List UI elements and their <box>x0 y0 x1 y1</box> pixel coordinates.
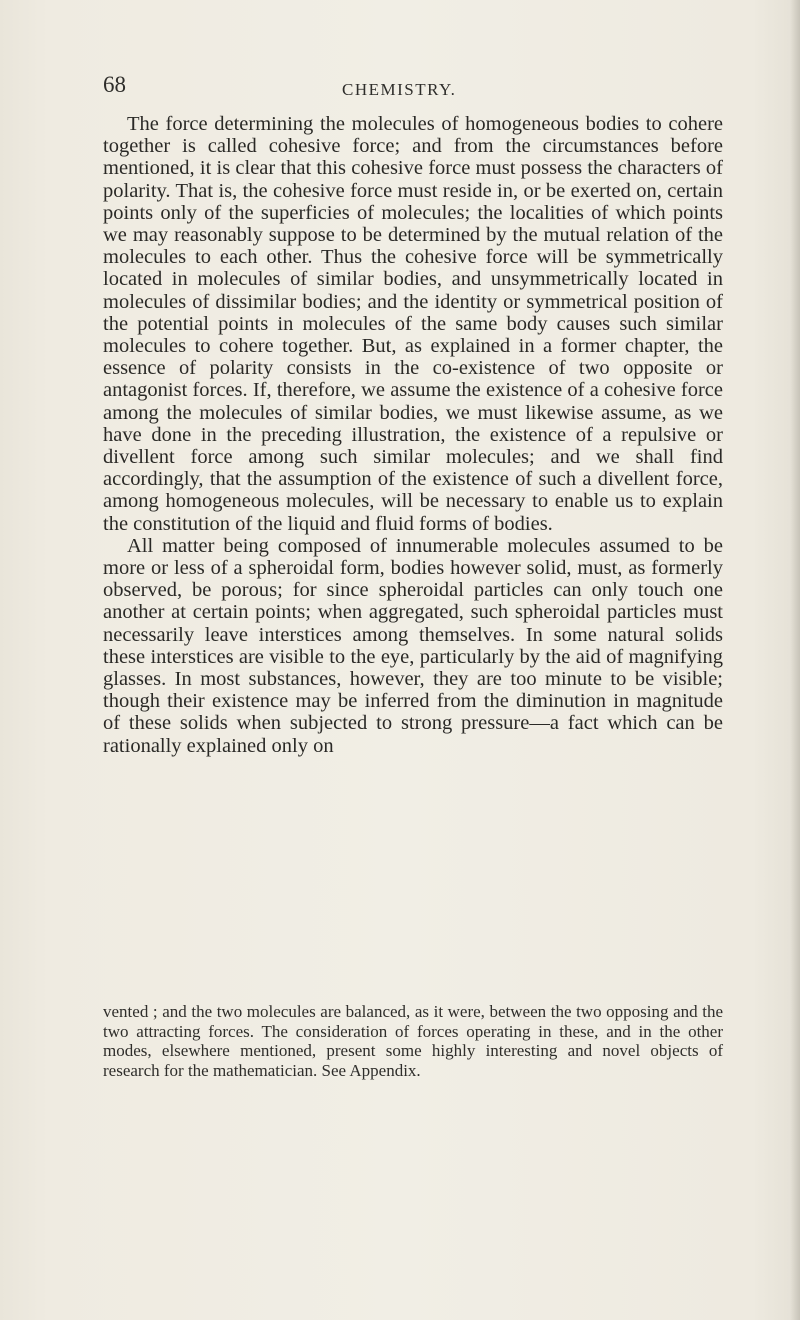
paragraph-cohesive-force: The force determining the molecules of homogeneous bodies to cohere together is called cohesive force; and from the circumstances before mentioned, it is clear that this cohesive force must possess the characters of polarity. That is, the cohesive force must reside in, or be exerted on, certain points only of the superficies of molecules; the localities of which points we may reasonably suppose to be determined by the mutual relation of the molecules to each other. Thus the cohesive force will be symmetrically located in molecules of similar bodies, and unsymmetrically located in molecules of dissimilar bodies; and the identity or symmetrical position of the potential points in molecules of the same body causes such similar molecules to cohere together. But, as explained in a former chapter, the essence of polarity consists in the co-existence of two opposite or antagonist forces. If, therefore, we assume the existence of a cohesive force among the molecules of similar bodies, we must likewise assume, as we have done in the preceding illustration, the existence of a repulsive or divellent force among such similar molecules; and we shall find accordingly, that the assumption of the existence of such a divellent force, among homogeneous molecules, will be necessary to enable us to explain the constitution of the liquid and fluid forms of bodies. <box>103 113 723 535</box>
page-edge-shadow <box>790 0 800 1320</box>
footnote <box>103 1002 723 1080</box>
paragraph-porosity: All matter being composed of innumerable molecules assumed to be more or less of a spheroidal form, bodies however solid, must, as formerly observed, be porous; for since spheroidal particles can only touch one another at certain points; when aggregated, such spheroidal particles must necessarily leave interstices among themselves. In some natural solids these interstices are visible to the eye, particularly by the aid of magnifying glasses. In most substances, however, they are too minute to be visible; though their existence may be inferred from the diminution in magnitude of these solids when subjected to strong pressure—a fact which can be rationally explained only on <box>103 534 723 757</box>
page-number: 68 <box>103 72 126 97</box>
footnote-text: vented ; and the two molecules are balanced, as it were, between the two opposing and the two attracting forces. The consideration of forces operating in these, and in the other modes, elsewhere mentioned, present some highly interesting and novel objects of research for the mathematician. See Appendix. <box>103 1002 723 1080</box>
main-text <box>103 113 723 757</box>
running-title: CHEMISTRY. <box>342 80 457 99</box>
